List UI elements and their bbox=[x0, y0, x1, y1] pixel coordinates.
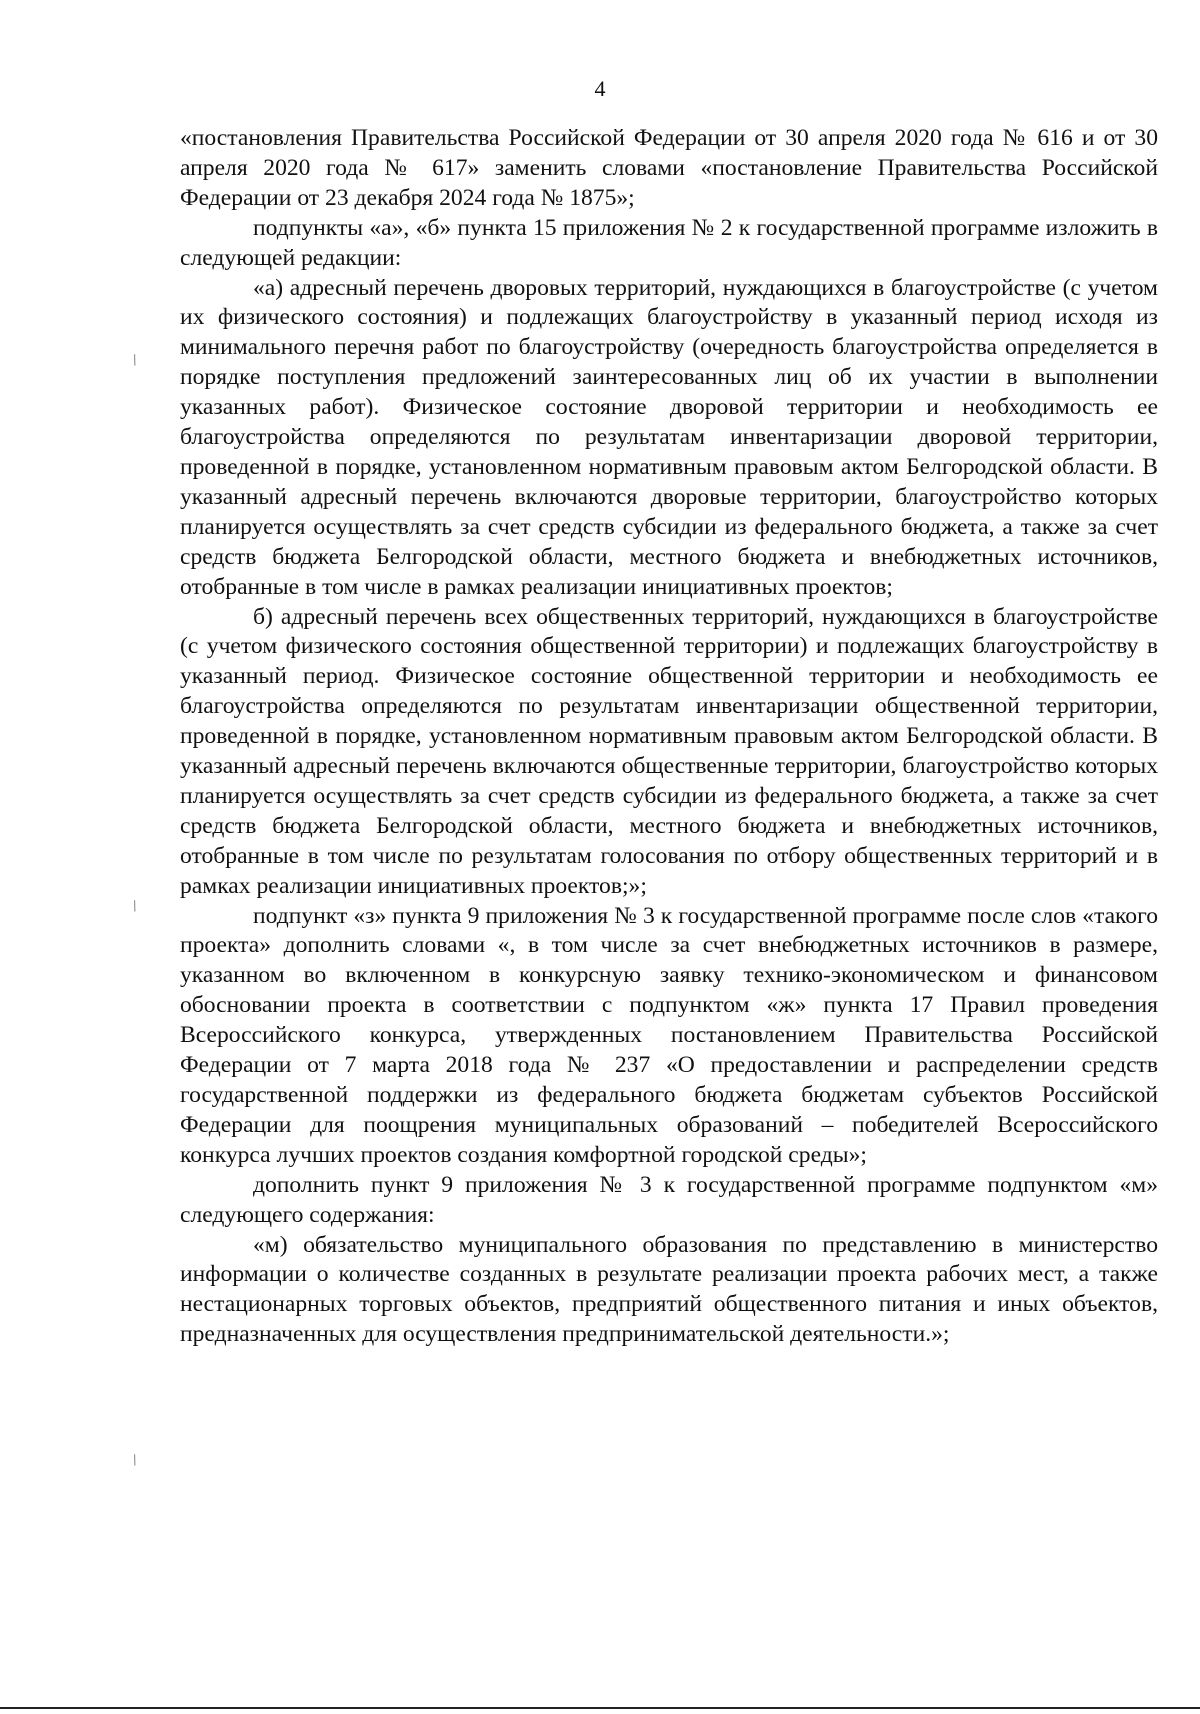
paragraph-continuation: «постановления Правительства Российской Федерации от 30 апреля 2020 года № 616 и от 30 апреля 2020 года № 617» заменить словами «постановление Правительства Российской Федерации от 23 декабря 2024 года № 1875»; bbox=[180, 125, 1158, 211]
paragraph-subpoint-b: б) адресный перечень всех общественных территорий, нуждающихся в благоустройстве (с учетом физического состояния общественной территории) и подлежащих благоустройству в указанный период. Физическое состояние общественной территории и необходимость ее благоустройства определяются по результатам инвентаризации общественной территории, проведенной в порядке, установленном нормативным правовым актом Белгородской области. В указанный адресный перечень включаются общественные территории, благоустройство которых планируется осуществлять за счет средств субсидии из федерального бюджета, а также за счет средств бюджета Белгородской области, местного бюджета и внебюджетных источников, отобранные в том числе по результатам голосования по отбору общественных территорий и в рамках реализации инициативных проектов;»; bbox=[180, 603, 1158, 899]
paragraph-add-subpoint-m: дополнить пункт 9 приложения № 3 к государственной программе подпунктом «м» следующего содержания: bbox=[180, 1171, 1158, 1228]
margin-tick-mark: / bbox=[130, 1451, 141, 1470]
document-body bbox=[180, 124, 1158, 1350]
margin-tick-mark: / bbox=[130, 897, 141, 916]
paragraph-subpoint-a: «а) адресный перечень дворовых территорий, нуждающихся в благоустройстве (с учетом их физического состояния) и подлежащих благоустройству в указанный период исходя из минимального перечня работ по благоустройству (очередность благоустройства определяется в порядке поступления предложений заинтересованных лиц об их участии в выполнении указанных работ). Физическое состояние дворовой территории и необходимость ее благоустройства определяются по результатам инвентаризации дворовой территории, проведенной в порядке, установленном нормативным правовым актом Белгородской области. В указанный адресный перечень включаются дворовые территории, благоустройство которых планируется осуществлять за счет средств субсидии из федерального бюджета, а также за счет средств бюджета Белгородской области, местного бюджета и внебюджетных источников, отобранные в том числе в рамках реализации инициативных проектов; bbox=[180, 274, 1158, 600]
page-bottom-edge bbox=[0, 1707, 1200, 1709]
page-number: 4 bbox=[594, 76, 606, 101]
paragraph-amendment-item-15: подпункты «а», «б» пункта 15 приложения № 2 к государственной программе изложить в следующей редакции: bbox=[180, 214, 1158, 271]
paragraph-subpoint-m: «м) обязательство муниципального образования по представлению в министерство информации о количестве созданных в результате реализации проекта рабочих мест, а также нестационарных торговых объектов, предприятий общественного питания и иных объектов, предназначенных для осуществления предпринимательской деятельности.»; bbox=[180, 1231, 1158, 1348]
paragraph-subpoint-z: подпункт «з» пункта 9 приложения № 3 к государственной программе после слов «такого проекта» дополнить словами «, в том числе за счет внебюджетных источников в размере, указанном во включенном в конкурсную заявку технико-экономическом и финансовом обосновании проекта в соответствии с подпунктом «ж» пункта 17 Правил проведения Всероссийского конкурса, утвержденных постановлением Правительства Российской Федерации от 7 марта 2018 года № 237 «О предоставлении и распределении средств государственной поддержки из федерального бюджета бюджетам субъектов Российской Федерации для поощрения муниципальных образований – победителей Всероссийского конкурса лучших проектов создания комфортной городской среды»; bbox=[180, 902, 1158, 1168]
margin-tick-mark: / bbox=[130, 351, 141, 370]
